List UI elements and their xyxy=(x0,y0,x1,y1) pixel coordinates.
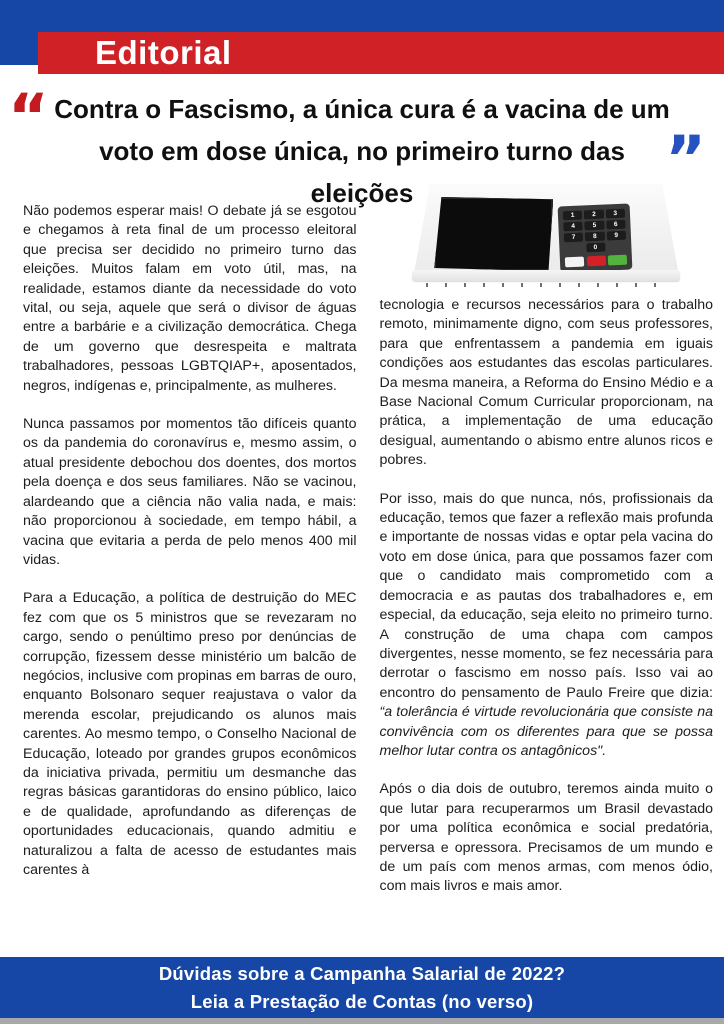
article-body xyxy=(23,180,713,956)
quote-line-1: Contra o Fascismo, a única cura é a vacina de um xyxy=(54,94,670,124)
key-4: 4 xyxy=(564,222,584,232)
right-column xyxy=(380,180,714,956)
text-segment: tecnologia e recursos necessários para o trabalho remoto, minimamente digno, com seus professores, para que enfrentassem a pandemia em iguais condições aos estudantes das escolas particulares. Da mesma maneira, a Reforma do Ensino Médio e a Base Nacional Comum Curricular proporcionam, na prática, a implementação de uma educação desigual, aumentando o abismo entre alunos ricos e pobres. xyxy=(379,297,713,469)
voting-machine-feet xyxy=(426,283,666,287)
open-quote-icon: “ xyxy=(8,80,49,153)
headline-quote xyxy=(0,80,724,208)
voting-machine-base xyxy=(412,270,680,281)
key-8: 8 xyxy=(585,232,605,242)
key-9: 9 xyxy=(607,231,627,241)
corrige-button xyxy=(587,256,606,267)
voting-machine-keypad xyxy=(558,203,633,272)
footer-banner xyxy=(0,957,724,1018)
text-segment: Por isso, mais do que nunca, nós, profissionais da educação, temos que fazer a reflexão mais profunda e importante de nossas vidas e optar pela vacina do voto em dose única, para que possamos fazer com que o candidato mais comprometido com a democracia e as pautas dos trabalhadores e, em especial, da educação, seja eleito no primeiro turno. A construção de uma chapa com campos divergentes, nesse momento, se fez necessária para derrotar o fascismo em nosso país. Isso vai ao encontro do pensamento de Paulo Freire que dizia: xyxy=(379,490,713,701)
voting-machine-image xyxy=(412,182,680,288)
text-segment: Para a Educação, a política de destruição do MEC fez com que os 5 ministros que se revezaram no cargo, sendo o penúltimo preso por denúncias de corrupção, fizessem desse ministério um balcão de negócios, inclusive com propinas em barras de ouro, enquanto Bolsonaro sequer reajustava o valor da merenda escolar, prejudicando os alunos mais carentes. Ao mesmo tempo, o Conselho Nacional de Educação, loteado por grandes grupos econômicos da iniciativa privada, permitiu um desmanche das regras básicas garantidoras do ensino público, laico e de qualidade, aprofundando as diferenças de oportunidades educacionais, quando admitiu e naturalizou a falta de acesso de estudantes mais carentes à xyxy=(23,590,357,878)
left-column xyxy=(23,180,357,956)
paragraph xyxy=(23,202,357,396)
paragraph xyxy=(23,415,357,570)
paragraph xyxy=(380,780,714,896)
paragraph xyxy=(23,589,357,880)
key-3: 3 xyxy=(606,209,626,219)
key-2: 2 xyxy=(584,210,604,220)
page-title: Editorial xyxy=(95,34,232,71)
key-6: 6 xyxy=(606,220,626,230)
key-1: 1 xyxy=(563,211,583,221)
quote-line-2: voto em dose única, no primeiro turno das eleições xyxy=(99,136,625,208)
key-7: 7 xyxy=(564,233,584,243)
voting-machine-screen xyxy=(434,197,553,271)
text-segment: Nunca passamos por momentos tão difíceis quanto os da pandemia do coronavírus e, mesmo assim, o atual presidente debochou dos doentes, dos mortos pela doença e dos seus familiares. Não se vacinou, alardeando que a ciência não valia nada, e mais: não proporcionou à sociedade, em tempo hábil, a vacina que evitaria a perda de pelo menos 400 mil vidas. xyxy=(23,416,357,568)
footer-line-1: Dúvidas sobre a Campanha Salarial de 2022? xyxy=(158,962,566,984)
key-5: 5 xyxy=(585,221,605,231)
footer-line-2: Leia a Prestação de Contas (no verso) xyxy=(190,990,534,1012)
text-segment: Não podemos esperar mais! O debate já se esgotou e chegamos à reta final de um processo eleitoral que precisa ser decidido no primeiro turno das eleições. Muitos falam em voto útil, mas, na realidade, estamos diante da necessidade do voto vital, ou seja, aquele que será o divisor de águas entre a barbárie e a civilização democrática. Chega de um governo que desrespeita e maltrata trabalhadores, pessoas LGBTQIAP+, aposentados, negros, indígenas e, principalmente, as mulheres. xyxy=(23,203,357,394)
confirma-button xyxy=(608,255,627,266)
text-segment: Após o dia dois de outubro, teremos ainda muito o que lutar para recuperarmos um Brasil devastado por uma política econômica e social predatória, perversa e opressora. Precisamos de um mundo e de um país com menos armas, com menos ódio, com mais livros e mais amor. xyxy=(379,781,713,895)
page-bottom-edge xyxy=(0,1018,724,1024)
paragraph xyxy=(380,296,714,471)
keypad-keys xyxy=(563,209,626,243)
close-quote-icon: ” xyxy=(665,122,706,195)
branco-button xyxy=(565,257,584,268)
text-segment: “a tolerância é virtude revolucionária que consiste na convivência com os diferentes para que se possa melhor lutar contra os antagônicos". xyxy=(379,704,713,759)
paragraph xyxy=(380,490,714,762)
key-0: 0 xyxy=(586,243,605,253)
header-red-band xyxy=(38,32,724,74)
